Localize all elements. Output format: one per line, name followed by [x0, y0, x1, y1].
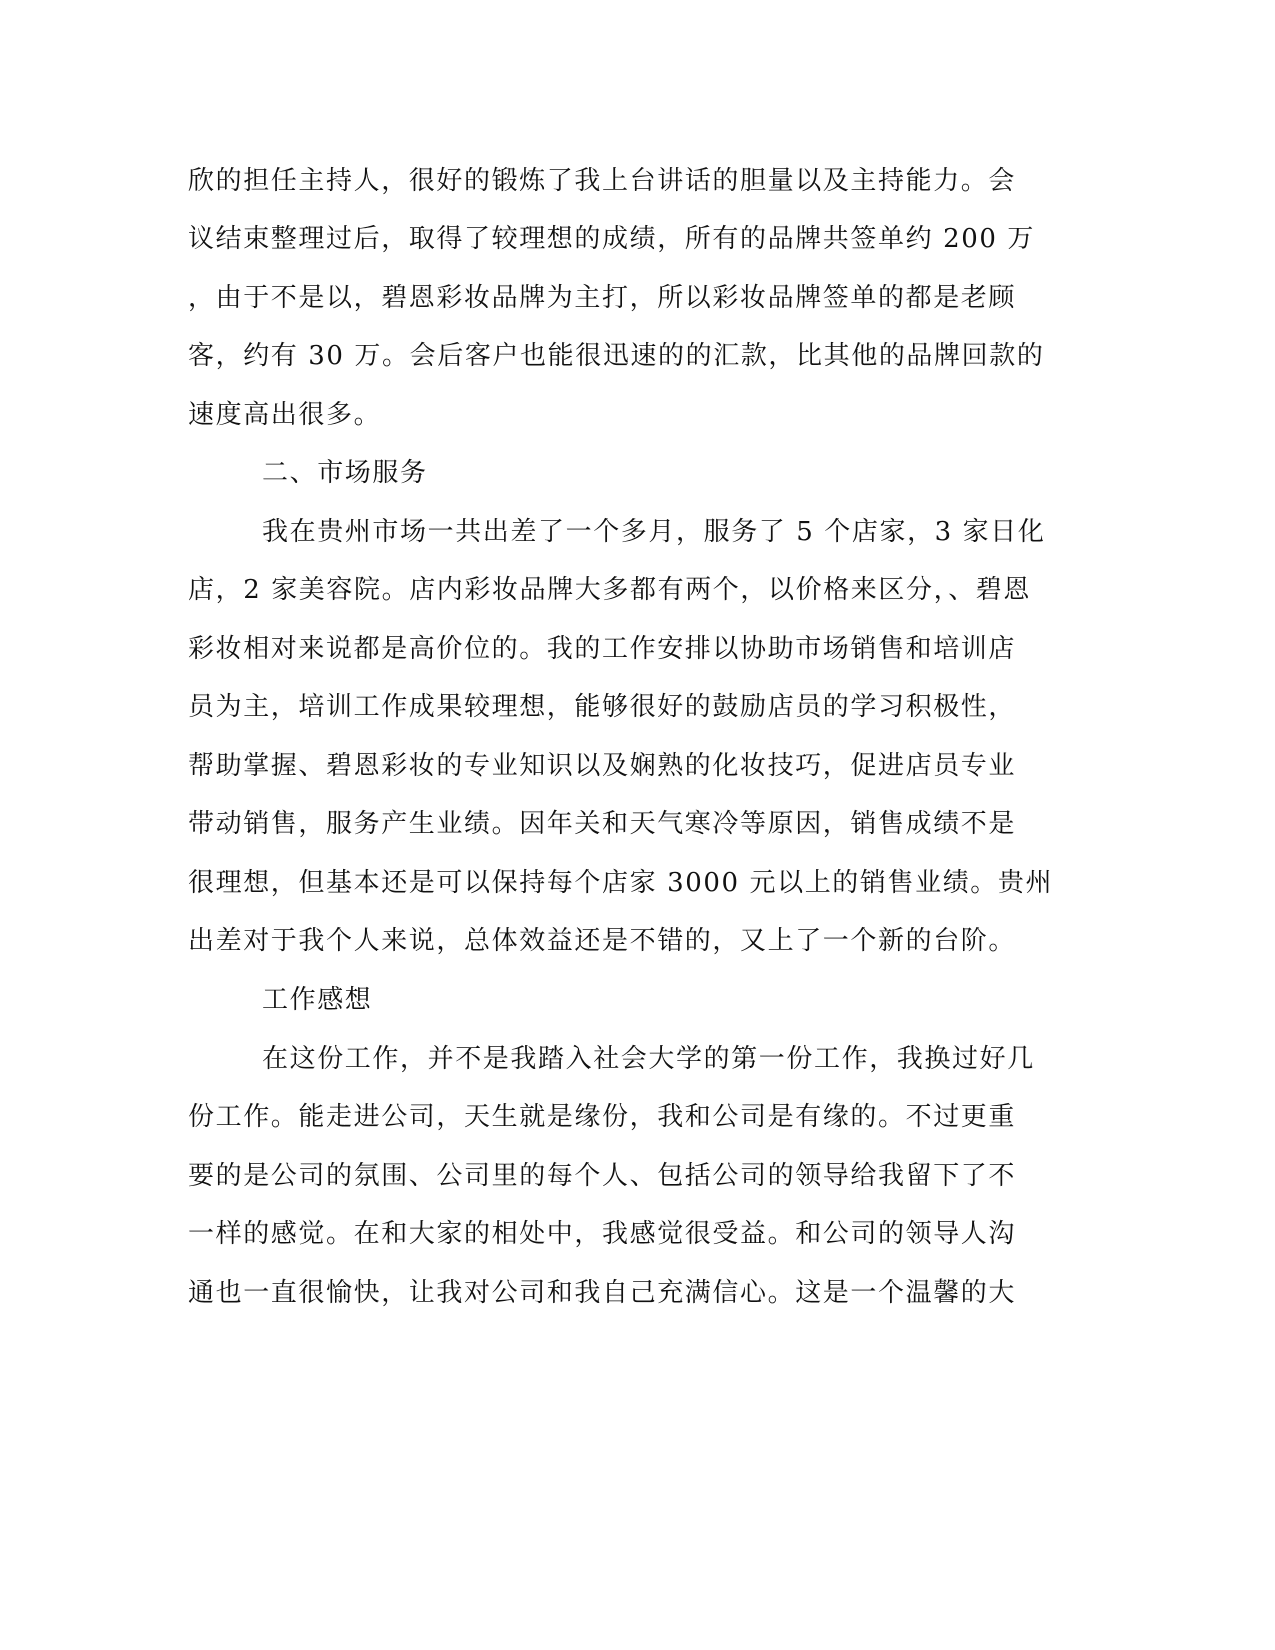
paragraph-line: 在这份工作，并不是我踏入社会大学的第一份工作，我换过好几 [262, 1044, 1035, 1074]
paragraph-line: 速度高出很多。 [188, 400, 382, 430]
paragraph-line: 欣的担任主持人，很好的锻炼了我上台讲话的胆量以及主持能力。会 [188, 166, 1017, 196]
paragraph-line: 通也一直很愉快，让我对公司和我自己充满信心。这是一个温馨的大 [188, 1278, 1017, 1308]
paragraph-line: 一样的感觉。在和大家的相处中，我感觉很受益。和公司的领导人沟 [188, 1219, 1017, 1249]
section-heading: 二、市场服务 [262, 458, 428, 488]
paragraph-line: 店，2 家美容院。店内彩妆品牌大多都有两个，以价格来区分，、碧恩 [188, 575, 1032, 605]
paragraph-line: 份工作。能走进公司，天生就是缘份，我和公司是有缘的。不过更重 [188, 1102, 1017, 1132]
paragraph-line: 我在贵州市场一共出差了一个多月，服务了 5 个店家，3 家日化 [262, 517, 1046, 547]
section-heading: 工作感想 [262, 985, 373, 1015]
paragraph-line: 员为主，培训工作成果较理想，能够很好的鼓励店员的学习积极性， [188, 692, 1017, 722]
paragraph-line: 带动销售，服务产生业绩。因年关和天气寒冷等原因，销售成绩不是 [188, 809, 1017, 839]
paragraph-line: 议结束整理过后，取得了较理想的成绩，所有的品牌共签单约 200 万 [188, 224, 1035, 254]
paragraph-line: 很理想，但基本还是可以保持每个店家 3000 元以上的销售业绩。贵州 [188, 868, 1054, 898]
paragraph-line: 彩妆相对来说都是高价位的。我的工作安排以协助市场销售和培训店 [188, 634, 1017, 664]
paragraph-line: 要的是公司的氛围、公司里的每个人、包括公司的领导给我留下了不 [188, 1161, 1017, 1191]
paragraph-line: 客，约有 30 万。会后客户也能很迅速的的汇款，比其他的品牌回款的 [188, 341, 1045, 371]
paragraph-line: 帮助掌握、碧恩彩妆的专业知识以及娴熟的化妆技巧，促进店员专业 [188, 751, 1017, 781]
paragraph-line: 出差对于我个人来说，总体效益还是不错的，又上了一个新的台阶。 [188, 926, 1017, 956]
paragraph-line: ，由于不是以，碧恩彩妆品牌为主打，所以彩妆品牌签单的都是老顾 [188, 283, 1017, 313]
